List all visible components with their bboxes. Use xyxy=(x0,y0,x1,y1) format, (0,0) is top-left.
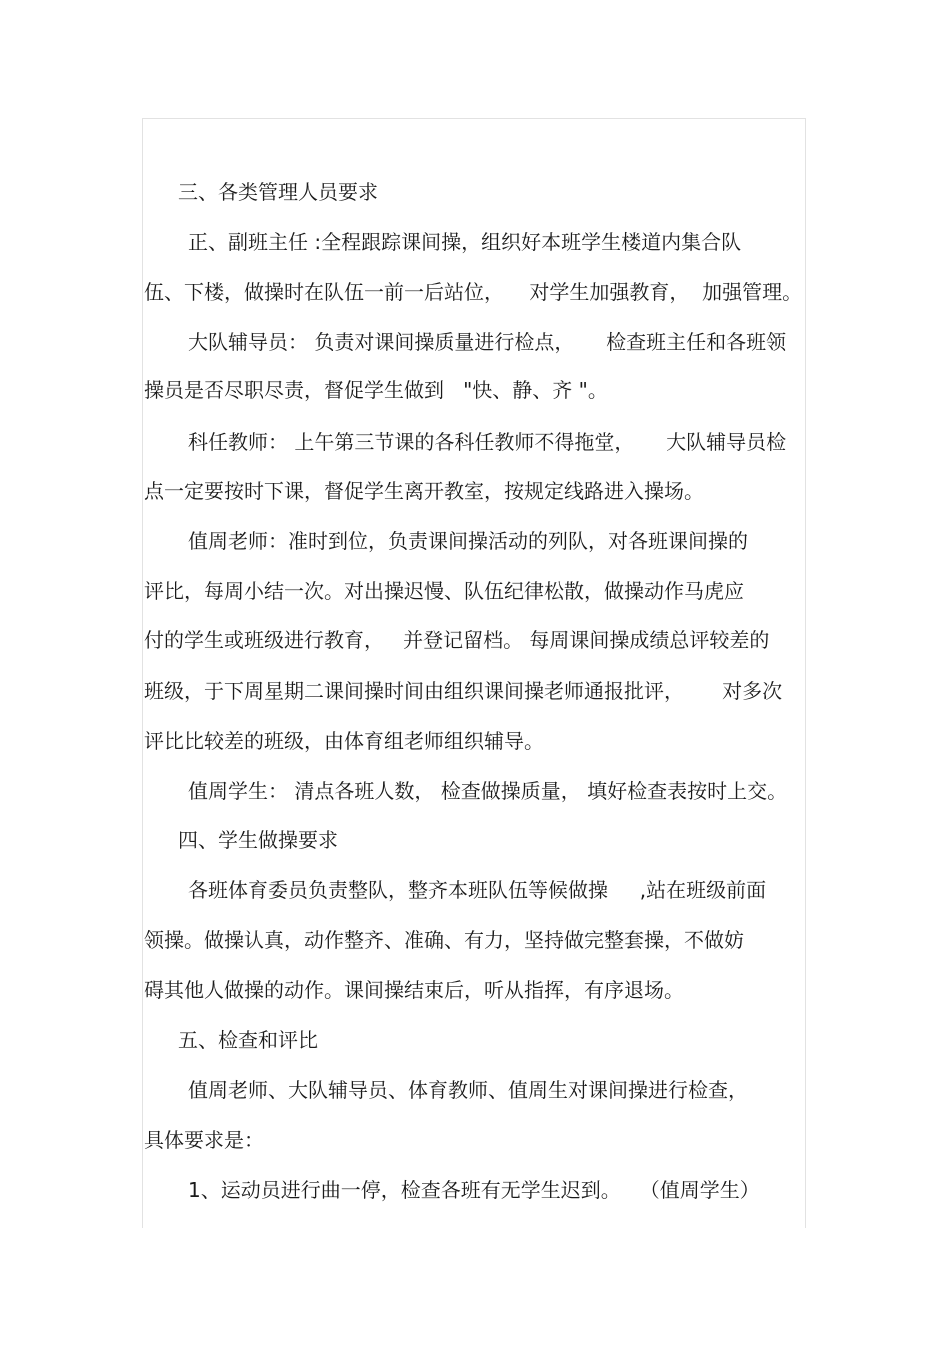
paragraph-line: 评比，每周小结一次。对出操迟慢、队伍纪律松散，做操动作马虎应 xyxy=(144,579,744,603)
list-item: 1、运动员进行曲一停，检查各班有无学生迟到。 （值周学生） xyxy=(188,1178,760,1202)
paragraph-line: 值周学生： 清点各班人数， 检查做操质量， 填好检查表按时上交。 xyxy=(188,779,788,803)
paragraph-line: 各班体育委员负责整队，整齐本班队伍等候做操 ,站在班级前面 xyxy=(188,878,767,902)
paragraph-line: 评比比较差的班级，由体育组老师组织辅导。 xyxy=(144,729,544,753)
paragraph-line: 点一定要按时下课，督促学生离开教室，按规定线路进入操场。 xyxy=(144,479,704,503)
paragraph-line: 操员是否尽职尽责，督促学生做到 "快、静、齐 "。 xyxy=(144,378,608,402)
paragraph-line: 大队辅导员： 负责对课间操质量进行检点， 检查班主任和各班领 xyxy=(188,330,787,354)
paragraph-line: 科任教师： 上午第三节课的各科任教师不得拖堂， 大队辅导员检 xyxy=(188,430,787,454)
paragraph-line: 值周老师：准时到位，负责课间操活动的列队，对各班课间操的 xyxy=(188,529,748,553)
section-heading-4: 四、学生做操要求 xyxy=(178,828,338,852)
paragraph-line: 正、副班主任 :全程跟踪课间操，组织好本班学生楼道内集合队 xyxy=(188,230,742,254)
paragraph-line: 领操。做操认真，动作整齐、准确、有力，坚持做完整套操，不做妨 xyxy=(144,928,744,952)
paragraph-line: 班级，于下周星期二课间操时间由组织课间操老师通报批评， 对多次 xyxy=(144,679,783,703)
paragraph-line: 具体要求是： xyxy=(144,1128,264,1152)
paragraph-line: 付的学生或班级进行教育， 并登记留档。 每周课间操成绩总评较差的 xyxy=(144,628,770,652)
section-heading-5: 五、检查和评比 xyxy=(178,1028,318,1052)
paragraph-line: 碍其他人做操的动作。课间操结束后，听从指挥，有序退场。 xyxy=(144,978,684,1002)
section-heading-3: 三、各类管理人员要求 xyxy=(178,180,378,204)
paragraph-line: 值周老师、大队辅导员、体育教师、值周生对课间操进行检查， xyxy=(188,1078,748,1102)
paragraph-line: 伍、下楼，做操时在队伍一前一后站位， 对学生加强教育， 加强管理。 xyxy=(144,280,803,304)
